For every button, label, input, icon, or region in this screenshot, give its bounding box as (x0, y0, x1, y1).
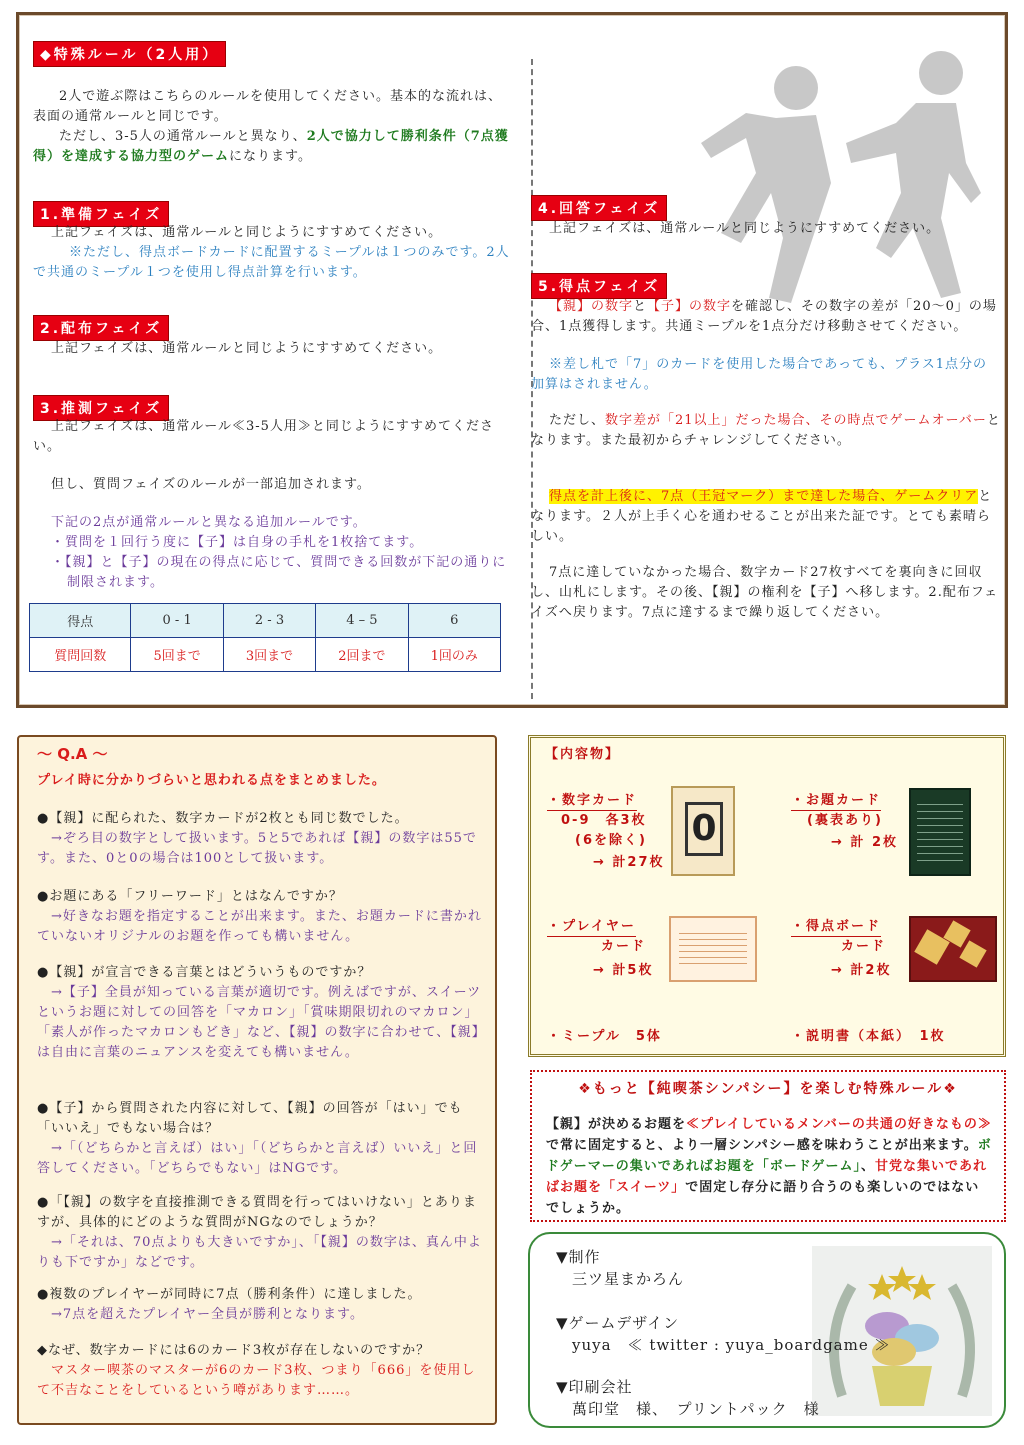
table-cell: 2回まで (316, 638, 408, 672)
phase5-text: 【親】の数字と【子】の数字を確認し、その数字の差が「20～0」の場合、1点獲得します。共通ミープルを1点分だけ移動させてください。 (531, 299, 997, 334)
number-card-total: → 計27枚 (593, 855, 665, 870)
special-rule-title: ❖もっと【純喫茶シンパシー】を楽しむ特殊ルール❖ (578, 1081, 958, 1097)
logo-icon (812, 1246, 992, 1416)
credit-printer: 萬印堂 様、 プリントパック 様 (572, 1400, 820, 1418)
number-card-image (671, 786, 735, 876)
phase3-add: 但し、質問フェイズのルールが一部追加されます。 (51, 477, 371, 492)
qa-item: ●【子】から質問された内容に対して、【親】の回答が「はい」でも「いいえ」でもない場合は？ →「（どちらかと言えば）はい」「（どちらかと言えば）いいえ」と回答してください。「どちらでもない」はNGです。 (37, 1101, 478, 1176)
phase2-text: 上記フェイズは、通常ルールと同じようにすすめてください。 (51, 341, 443, 356)
special-rule-panel (530, 1070, 1006, 1222)
player-card-label2: カード (601, 939, 647, 954)
score-board-image (909, 916, 997, 982)
table-cell: 2 - 3 (223, 604, 315, 638)
intro-text-2: ただし、3-5人の通常ルールと異なり、2人で協力して勝利条件（7点獲得）を達成する協力型のゲームになります。 (33, 129, 509, 164)
clear-text: 得点を計上後に、7点（王冠マーク）まで達した場合、ゲームクリアとなります。２人が上手く心を通わせることが出来た証です。とても素晴らしい。 (531, 489, 993, 544)
not-clear-text: 7点に達していなかった場合、数字カード27枚すべてを裏向きに回収し、山札にします。その後、【親】の権利を【子】へ移します。2.配布フェイズへ戻ります。7点に達するまで繰り返してください。 (531, 565, 999, 620)
phase1-note: ※ただし、得点ボードカードに配置するミープルは１つのみです。2人で共通のミープル１つを使用し得点計算を行います。 (33, 245, 510, 280)
qa-item: ●【親】が宣言できる言葉とはどういうものですか？ →【子】全員が知っている言葉が適切です。例えばですが、スイーツというお題に対しての回答を「マカロン」「賞味期限切れのマカロン」「素人が作ったマカロンもどき」など、【親】の数字に合わせて、【親】は自由に言葉のニュアンスを変えても構いません。 (37, 965, 486, 1060)
qa-item: ●【親】に配られた、数字カードが2枚とも同じ数でした。 →ぞろ目の数字として扱います。5と5であれば【親】の数字は55です。また、0と0の場合は100として扱います。 (37, 811, 477, 866)
credit-design: yuya ≪ twitter : yuya_boardgame ≫ (572, 1336, 891, 1354)
qa-item: ●「【親】の数字を直接推測できる質問を行ってはいけない」とありますが、具体的にどのような質問がNGなのでしょうか？ →「それは、70点よりも大きいですか」、「【親】の数字は、真ん中よりも下ですか」などです。 (37, 1195, 482, 1270)
player-card-label1: ・プレイヤー (547, 918, 636, 937)
table-cell: 質問回数 (30, 638, 131, 672)
intro-text-1: 2人で遊ぶ際はこちらのルールを使用してください。基本的な流れは、表面の通常ルールと同じです。 (33, 89, 503, 124)
phase4-text: 上記フェイズは、通常ルールと同じようにすすめてください。 (549, 221, 941, 236)
table-cell: 0 - 1 (131, 604, 223, 638)
theme-card-detail: (裏表あり) (807, 813, 883, 828)
phase3-title: 3.推測フェイズ (33, 395, 169, 421)
two-player-rules-panel (16, 12, 1008, 708)
player-card-total: → 計5枚 (593, 963, 654, 978)
phase5-note: ※差し札で「7」のカードを使用した場合であっても、プラス1点分の加算はされません。 (531, 357, 988, 392)
meeple-label: ・ミープル 5体 (547, 1029, 662, 1044)
table-cell: 4 – 5 (316, 604, 408, 638)
table-cell: 1回のみ (408, 638, 500, 672)
number-card-detail2: (6を除く) (575, 833, 647, 848)
table-cell: 得点 (30, 604, 131, 638)
table-row (30, 638, 501, 672)
credit-production: 三ツ星まかろん (572, 1270, 685, 1288)
phase3-note3: ・【親】と【子】の現在の得点に応じて、質問できる回数が下記の通りに制限されます。 (51, 555, 507, 590)
theme-card-image (909, 788, 971, 876)
table-cell: 5回まで (131, 638, 223, 672)
score-board-label1: ・得点ボード (791, 918, 881, 937)
phase3-note2: ・質問を１回行う度に【子】は自身の手札を1枚捨てます。 (51, 535, 424, 550)
number-card-label: ・数字カード (547, 792, 637, 811)
contents-title: 【内容物】 (545, 747, 621, 762)
number-card-glyph: 0 (685, 802, 723, 856)
table-cell: 6 (408, 604, 500, 638)
two-people-icon (691, 43, 991, 313)
qa-title: ～ Q.A ～ (37, 745, 108, 763)
phase1-text: 上記フェイズは、通常ルールと同じようにすすめてください。 (51, 225, 443, 240)
credit-heading-design: ▼ゲームデザイン (556, 1314, 680, 1332)
theme-card-total: → 計 2枚 (831, 835, 898, 850)
player-card-image (669, 916, 757, 982)
rules-title: ◆特殊ルール（2人用） (33, 41, 226, 67)
game-over-text: ただし、数字差が「21以上」だった場合、その時点でゲームオーバーとなります。また最初からチャレンジしてください。 (531, 413, 1001, 448)
score-board-label2: カード (841, 939, 887, 954)
phase5-title: 5.得点フェイズ (531, 273, 667, 299)
theme-card-label: ・お題カード (791, 792, 881, 811)
number-card-detail1: 0-9 各3枚 (561, 813, 647, 828)
phase3-note1: 下記の2点が通常ルールと異なる追加ルールです。 (51, 515, 367, 530)
qa-panel (17, 735, 497, 1425)
manual-label: ・説明書（本紙） 1枚 (791, 1029, 946, 1044)
contents-panel (528, 735, 1006, 1057)
phase4-title: 4.回答フェイズ (531, 195, 667, 221)
qa-item: ●お題にある「フリーワード」とはなんですか？ →好きなお題を指定することが出来ます。また、お題カードに書かれていないオリジナルのお題を作っても構いません。 (37, 889, 482, 944)
table-cell: 3回まで (223, 638, 315, 672)
score-board-total: → 計2枚 (831, 963, 892, 978)
credits-panel (528, 1232, 1006, 1428)
credit-heading-printer: ▼印刷会社 (556, 1378, 633, 1396)
phase3-text: 上記フェイズは、通常ルール≪3-5人用≫と同じようにすすめてください。 (33, 419, 495, 454)
qa-subtitle: プレイ時に分かりづらいと思われる点をまとめました。 (37, 773, 386, 788)
table-header-row (30, 604, 501, 638)
special-rule-text: 【親】が決めるお題を≪プレイしているメンバーの共通の好きなもの≫で常に固定すると、より一層シンパシー感を味わうことが出来ます。ボドゲーマーの集いであればお題を「ボードゲーム」、甘党な集いであればお題を「スイーツ」で固定し存分に語り合うのも楽しいのではないでしょうか。 (546, 1117, 992, 1216)
question-limit-table (29, 603, 501, 672)
phase2-title: 2.配布フェイズ (33, 315, 169, 341)
credit-heading-production: ▼制作 (556, 1248, 601, 1266)
qa-item: ◆なぜ、数字カードには6のカード3枚が存在しないのですか？ マスター喫茶のマスターが6のカード3枚、つまり「666」を使用して不吉なことをしているという噂があります……。 (37, 1343, 476, 1398)
qa-item: ●複数のプレイヤーが同時に7点（勝利条件）に達しました。 →7点を超えたプレイヤー全員が勝利となります。 (37, 1287, 422, 1322)
phase1-title: 1.準備フェイズ (33, 201, 169, 227)
